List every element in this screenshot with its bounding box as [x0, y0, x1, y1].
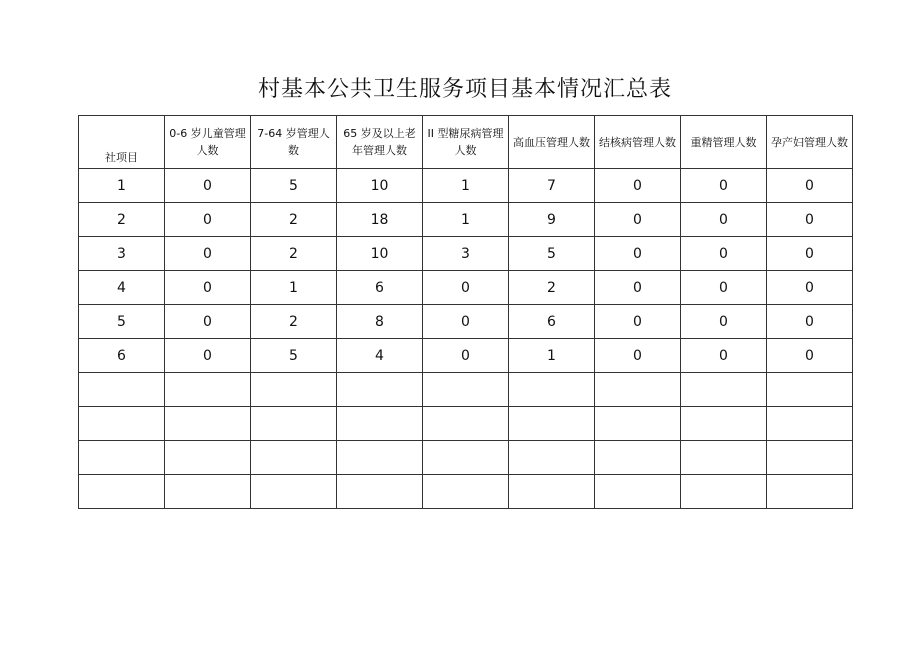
table-cell: 0	[165, 203, 251, 237]
table-cell: 0	[595, 169, 681, 203]
table-cell: 4	[79, 271, 165, 305]
header-cell: II 型糖尿病管理人数	[423, 116, 509, 169]
table-row	[79, 407, 853, 441]
table-cell: 0	[165, 339, 251, 373]
table-cell	[337, 407, 423, 441]
table-cell: 8	[337, 305, 423, 339]
table-cell	[595, 373, 681, 407]
table-cell: 6	[509, 305, 595, 339]
table-cell: 0	[681, 271, 767, 305]
header-cell: 65 岁及以上老年管理人数	[337, 116, 423, 169]
table-cell: 0	[767, 237, 853, 271]
table-cell	[595, 407, 681, 441]
table-cell	[681, 441, 767, 475]
table-cell: 3	[423, 237, 509, 271]
table-cell	[767, 373, 853, 407]
table-cell: 0	[767, 169, 853, 203]
table-cell: 0	[595, 237, 681, 271]
table-cell	[595, 475, 681, 509]
table-cell	[79, 407, 165, 441]
table-cell	[681, 407, 767, 441]
table-cell: 2	[251, 203, 337, 237]
table-cell: 0	[681, 203, 767, 237]
table-cell	[509, 475, 595, 509]
header-cell: 高血压管理人数	[509, 116, 595, 169]
header-cell: 7-64 岁管理人数	[251, 116, 337, 169]
table-cell: 9	[509, 203, 595, 237]
table-cell: 5	[251, 339, 337, 373]
table-cell	[165, 441, 251, 475]
table-cell	[165, 407, 251, 441]
table-cell	[79, 373, 165, 407]
header-cell: 重精管理人数	[681, 116, 767, 169]
table-cell	[251, 407, 337, 441]
table-cell	[337, 475, 423, 509]
table-cell	[423, 475, 509, 509]
table-cell: 0	[681, 169, 767, 203]
table-row	[79, 203, 853, 237]
table-row	[79, 373, 853, 407]
table-cell	[509, 441, 595, 475]
table-cell: 6	[79, 339, 165, 373]
table-cell	[251, 373, 337, 407]
table-body	[79, 169, 853, 509]
table-cell	[595, 441, 681, 475]
table-cell	[79, 475, 165, 509]
header-cell: 孕产妇管理人数	[767, 116, 853, 169]
table-cell	[423, 441, 509, 475]
table-row	[79, 271, 853, 305]
table-cell: 5	[509, 237, 595, 271]
table-cell: 1	[251, 271, 337, 305]
table-cell: 0	[165, 169, 251, 203]
table-cell	[423, 373, 509, 407]
table-cell	[251, 475, 337, 509]
table-row	[79, 441, 853, 475]
table-cell: 0	[423, 271, 509, 305]
table-row	[79, 169, 853, 203]
table-cell: 1	[509, 339, 595, 373]
table-cell: 0	[595, 271, 681, 305]
table-cell: 0	[681, 305, 767, 339]
header-cell: 结核病管理人数	[595, 116, 681, 169]
table-cell: 0	[423, 305, 509, 339]
table-cell: 2	[251, 305, 337, 339]
table-cell: 6	[337, 271, 423, 305]
table-cell: 0	[767, 203, 853, 237]
table-cell: 7	[509, 169, 595, 203]
table-cell: 5	[79, 305, 165, 339]
table-cell	[337, 441, 423, 475]
table-cell: 2	[79, 203, 165, 237]
table-cell: 0	[767, 271, 853, 305]
table-cell	[767, 475, 853, 509]
header-cell: 社项目	[79, 116, 165, 169]
table-cell: 4	[337, 339, 423, 373]
table-cell: 0	[423, 339, 509, 373]
table-cell: 1	[79, 169, 165, 203]
table-cell: 0	[681, 237, 767, 271]
table-row	[79, 305, 853, 339]
table-cell	[681, 373, 767, 407]
header-cell: 0-6 岁儿童管理人数	[165, 116, 251, 169]
table-cell: 0	[165, 237, 251, 271]
table-cell	[509, 373, 595, 407]
table-cell	[681, 475, 767, 509]
summary-table	[78, 115, 853, 509]
table-cell: 10	[337, 169, 423, 203]
table-cell	[423, 407, 509, 441]
table-cell: 18	[337, 203, 423, 237]
table-cell: 0	[595, 339, 681, 373]
table-cell: 0	[681, 339, 767, 373]
table-row	[79, 237, 853, 271]
table-cell: 0	[595, 305, 681, 339]
table-cell	[165, 475, 251, 509]
table-cell: 0	[767, 339, 853, 373]
table-cell	[251, 441, 337, 475]
table-cell: 10	[337, 237, 423, 271]
table-cell: 1	[423, 169, 509, 203]
table-cell: 3	[79, 237, 165, 271]
table-cell: 0	[595, 203, 681, 237]
table-cell	[337, 373, 423, 407]
table-cell	[165, 373, 251, 407]
table-cell: 2	[251, 237, 337, 271]
table-row	[79, 339, 853, 373]
table-cell	[767, 407, 853, 441]
table-cell: 0	[165, 271, 251, 305]
table-cell	[79, 441, 165, 475]
table-cell: 2	[509, 271, 595, 305]
table-row	[79, 475, 853, 509]
table-cell: 0	[767, 305, 853, 339]
table-cell: 0	[165, 305, 251, 339]
table-cell	[509, 407, 595, 441]
document-title: 村基本公共卫生服务项目基本情况汇总表	[257, 77, 672, 102]
table-cell: 1	[423, 203, 509, 237]
table-cell: 5	[251, 169, 337, 203]
header-row	[79, 116, 853, 169]
table-cell	[767, 441, 853, 475]
